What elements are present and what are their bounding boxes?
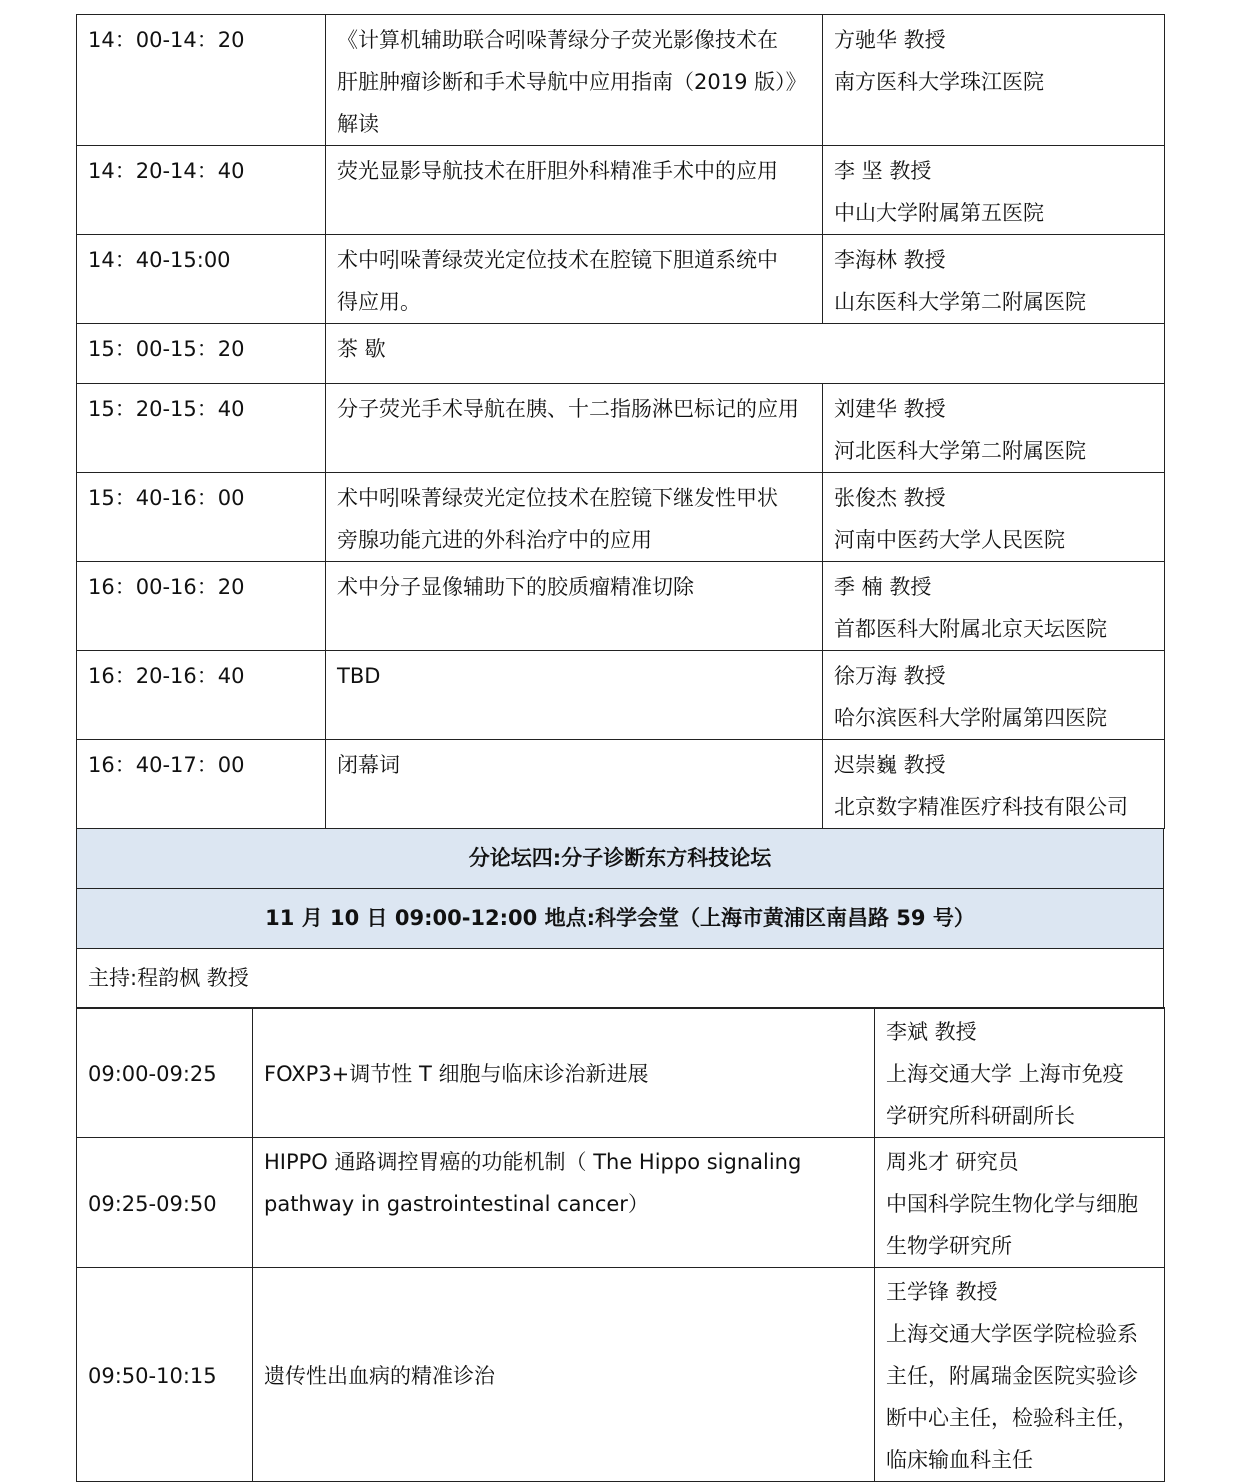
speaker-affiliation: 北京数字精准医疗科技有限公司: [834, 795, 1128, 819]
speaker-cell: [823, 740, 1165, 829]
time-cell: 15：20-15：40: [77, 384, 326, 473]
speaker-line: 王学锋 教授: [886, 1280, 998, 1304]
table-row: [77, 15, 1165, 146]
topic-cell: [253, 1268, 875, 1482]
topic-cell: [253, 1008, 875, 1138]
topic-line: 得应用。: [337, 290, 421, 314]
session-b-body: [77, 1008, 1165, 1482]
topic-cell: [326, 324, 1165, 384]
topic-line: 术中吲哚菁绿荧光定位技术在腔镜下胆道系统中: [337, 248, 778, 272]
topic-line: 荧光显影导航技术在肝胆外科精准手术中的应用: [337, 159, 778, 183]
speaker-line: 上海交通大学 上海市免疫: [886, 1062, 1124, 1086]
topic-cell: [253, 1138, 875, 1268]
topic-line: 术中分子显像辅助下的胶质瘤精准切除: [337, 575, 694, 599]
speaker-name: 方驰华 教授: [834, 28, 946, 52]
speaker-cell: [875, 1268, 1165, 1482]
speaker-name: 徐万海 教授: [834, 664, 946, 688]
speaker-affiliation: 中山大学附属第五医院: [834, 201, 1044, 225]
topic-line: 肝脏肿瘤诊断和手术导航中应用指南（2019 版）》: [337, 70, 807, 94]
table-row: [77, 384, 1165, 473]
topic-line: 分子荧光手术导航在胰、十二指肠淋巴标记的应用: [337, 397, 799, 421]
speaker-cell: [823, 146, 1165, 235]
table-row: [77, 562, 1165, 651]
time-cell: 14：20-14：40: [77, 146, 326, 235]
speaker-cell: [823, 562, 1165, 651]
time-cell: 14：00-14：20: [77, 15, 326, 146]
time-cell: 09:50-10:15: [77, 1268, 253, 1482]
topic-cell: [326, 235, 823, 324]
speaker-line: 主任，附属瑞金医院实验诊: [886, 1364, 1138, 1388]
speaker-name: 李 坚 教授: [834, 159, 932, 183]
speaker-cell: [823, 651, 1165, 740]
speaker-line: 生物学研究所: [886, 1234, 1012, 1258]
speaker-affiliation: 河南中医药大学人民医院: [834, 528, 1065, 552]
speaker-line: 学研究所科研副所长: [886, 1104, 1075, 1128]
time-cell: 15：00-15：20: [77, 324, 326, 384]
speaker-affiliation: 哈尔滨医科大学附属第四医院: [834, 706, 1107, 730]
topic-line: TBD: [337, 664, 381, 688]
speaker-cell: [823, 15, 1165, 146]
topic-line: HIPPO 通路调控胃癌的功能机制（ The Hippo signaling: [264, 1150, 802, 1174]
time-cell: 09:00-09:25: [77, 1008, 253, 1138]
table-row: [77, 1008, 1165, 1138]
topic-cell: [326, 740, 823, 829]
speaker-affiliation: 南方医科大学珠江医院: [834, 70, 1044, 94]
agenda-page: [76, 14, 1164, 1482]
table-row: [77, 1138, 1165, 1268]
table-row: [77, 235, 1165, 324]
topic-cell: [326, 146, 823, 235]
speaker-affiliation: 首都医科大附属北京天坛医院: [834, 617, 1107, 641]
table-row: [77, 1268, 1165, 1482]
table-row: [77, 651, 1165, 740]
topic-cell: [326, 651, 823, 740]
speaker-cell: [875, 1008, 1165, 1138]
speaker-line: 李斌 教授: [886, 1020, 977, 1044]
topic-line: 《计算机辅助联合吲哚菁绿分子荧光影像技术在: [337, 28, 778, 52]
speaker-cell: [823, 235, 1165, 324]
speaker-line: 上海交通大学医学院检验系: [886, 1322, 1138, 1346]
topic-line: 旁腺功能亢进的外科治疗中的应用: [337, 528, 652, 552]
speaker-name: 张俊杰 教授: [834, 486, 946, 510]
topic-cell: [326, 562, 823, 651]
speaker-name: 刘建华 教授: [834, 397, 946, 421]
topic-line: 解读: [337, 112, 379, 136]
forum-agenda-table: [76, 1007, 1165, 1482]
speaker-line: 中国科学院生物化学与细胞: [886, 1192, 1138, 1216]
speaker-line: 断中心主任，检验科主任，: [886, 1406, 1138, 1430]
table-row: [77, 473, 1165, 562]
speaker-cell: [875, 1138, 1165, 1268]
speaker-name: 迟崇巍 教授: [834, 753, 946, 777]
topic-cell: [326, 15, 823, 146]
table-row: [77, 324, 1165, 384]
topic-line: 茶 歇: [337, 337, 386, 361]
speaker-name: 季 楠 教授: [834, 575, 932, 599]
time-cell: 16：00-16：20: [77, 562, 326, 651]
table-row: [77, 740, 1165, 829]
topic-cell: [326, 384, 823, 473]
topic-line: pathway in gastrointestinal cancer）: [264, 1192, 649, 1216]
time-cell: 14：40-15:00: [77, 235, 326, 324]
speaker-line: 临床输血科主任: [886, 1448, 1033, 1472]
speaker-line: 周兆才 研究员: [886, 1150, 1019, 1174]
forum-host: 主持:程韵枫 教授: [77, 948, 1164, 1008]
speaker-name: 李海林 教授: [834, 248, 946, 272]
table-row: [77, 146, 1165, 235]
speaker-affiliation: 山东医科大学第二附属医院: [834, 290, 1086, 314]
forum-title: 分论坛四:分子诊断东方科技论坛: [77, 828, 1164, 888]
speaker-cell: [823, 473, 1165, 562]
topic-line: FOXP3+调节性 T 细胞与临床诊治新进展: [264, 1062, 649, 1086]
forum-datetime-location: 11 月 10 日 09:00-12:00 地点:科学会堂（上海市黄浦区南昌路 59 号）: [77, 888, 1164, 948]
speaker-affiliation: 河北医科大学第二附属医院: [834, 439, 1086, 463]
agenda-table: [76, 14, 1165, 829]
topic-line: 术中吲哚菁绿荧光定位技术在腔镜下继发性甲状: [337, 486, 778, 510]
time-cell: 09:25-09:50: [77, 1138, 253, 1268]
topic-cell: [326, 473, 823, 562]
session-a-body: [77, 15, 1165, 829]
forum-header-table: [76, 828, 1164, 1009]
time-cell: 15：40-16：00: [77, 473, 326, 562]
speaker-cell: [823, 384, 1165, 473]
topic-line: 遗传性出血病的精准诊治: [264, 1364, 495, 1388]
time-cell: 16：40-17：00: [77, 740, 326, 829]
time-cell: 16：20-16：40: [77, 651, 326, 740]
topic-line: 闭幕词: [337, 753, 400, 777]
